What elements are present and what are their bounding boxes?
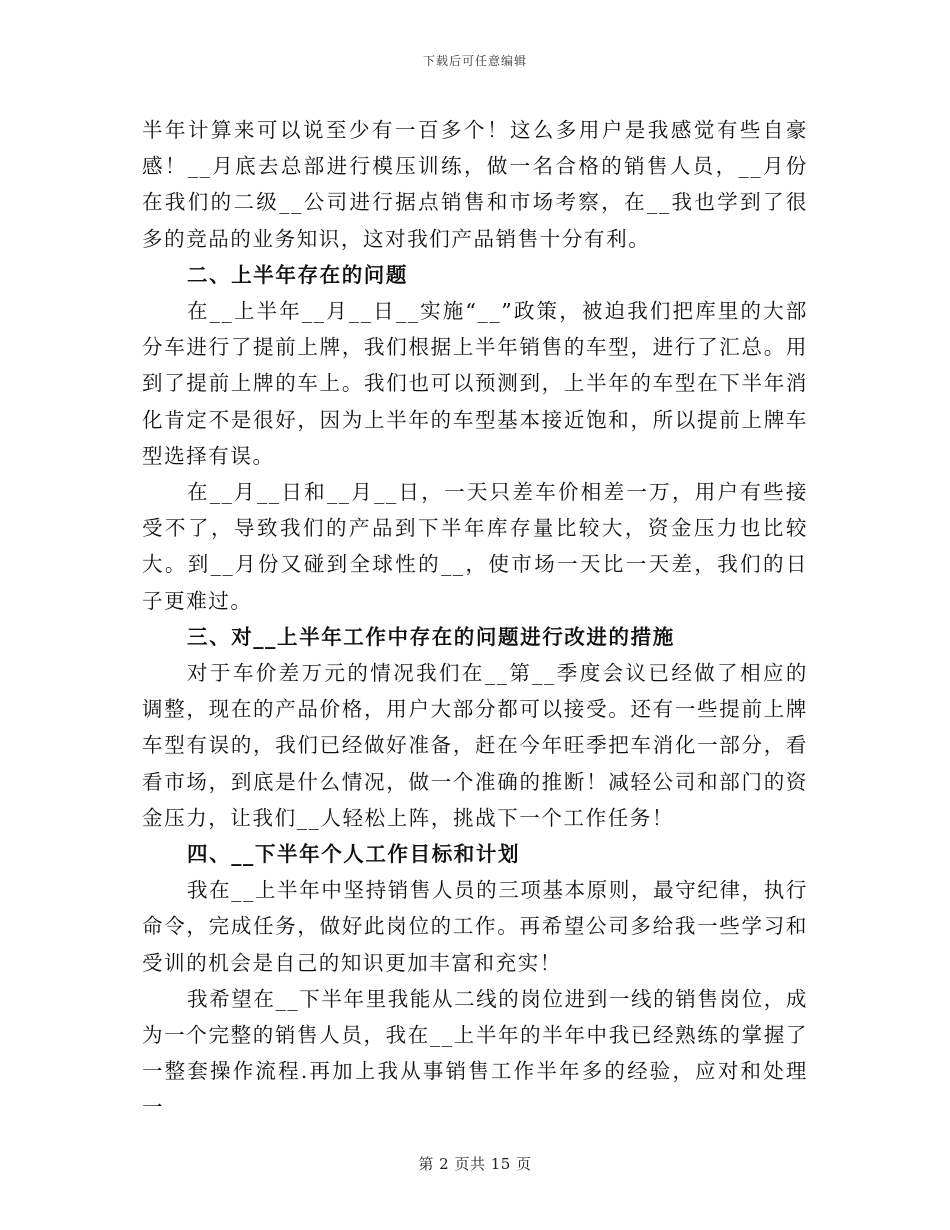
paragraph-user-count: 半年计算来可以说至少有一百多个！这么多用户是我感觉有些自豪感！__月底去总部进行模压训练，做一名合格的销售人员，__月份在我们的二级__公司进行据点销售和市场考察，在__我也学到了很多的竞品的业务知识，这对我们产品销售十分有利。 [142, 118, 808, 251]
document-body [142, 112, 808, 1126]
section-heading-goals: 四、__下半年个人工作目标和计划 [187, 842, 521, 867]
section-heading-problems: 二、上半年存在的问题 [187, 262, 408, 287]
paragraph-hopes: 我希望在__下半年里我能从二线的岗位进到一线的销售岗位，成为一个完整的销售人员，我在__上半年的半年中我已经熟练的掌握了一整套操作流程.再加上我从事销售工作半年多的经验，应对和处理一 [142, 986, 808, 1120]
page-header: 下载后可任意编辑 [422, 54, 527, 68]
section-heading-improvements: 三、对__上半年工作中存在的问题进行改进的措施 [187, 624, 675, 649]
page-number: 第 2 页共 15 页 [418, 1155, 532, 1173]
paragraph-price-gap: 在__月__日和__月__日，一天只差车价相差一万，用户有些接受不了，导致我们的产品到下半年库存量比较大，资金压力也比较大。到__月份又碰到全球性的__，使市场一天比一天差，我们的日子更难过。 [142, 480, 808, 613]
paragraph-improvement-measures: 对于车价差万元的情况我们在__第__季度会议已经做了相应的调整，现在的产品价格，用户大部分都可以接受。还有一些提前上牌车型有误的，我们已经做好准备，赶在今年旺季把车消化一部分，看看市场，到底是什么情况，做一个准确的推断！减轻公司和部门的资金压力，让我们__人轻松上阵，挑战下一个工作任务！ [142, 661, 808, 830]
paragraph-early-registration: 在__上半年__月__日__实施“__”政策，被迫我们把库里的大部分车进行了提前上牌，我们根据上半年销售的车型，进行了汇总。用到了提前上牌的车上。我们也可以预测到，上半年的车型在下半年消化肯定不是很好，因为上半年的车型基本接近饱和，所以提前上牌车型选择有误。 [142, 299, 808, 468]
paragraph-principles: 我在__上半年中坚持销售人员的三项基本原则，最守纪律，执行命令，完成任务，做好此岗位的工作。再希望公司多给我一些学习和受训的机会是自己的知识更加丰富和充实！ [142, 878, 808, 975]
